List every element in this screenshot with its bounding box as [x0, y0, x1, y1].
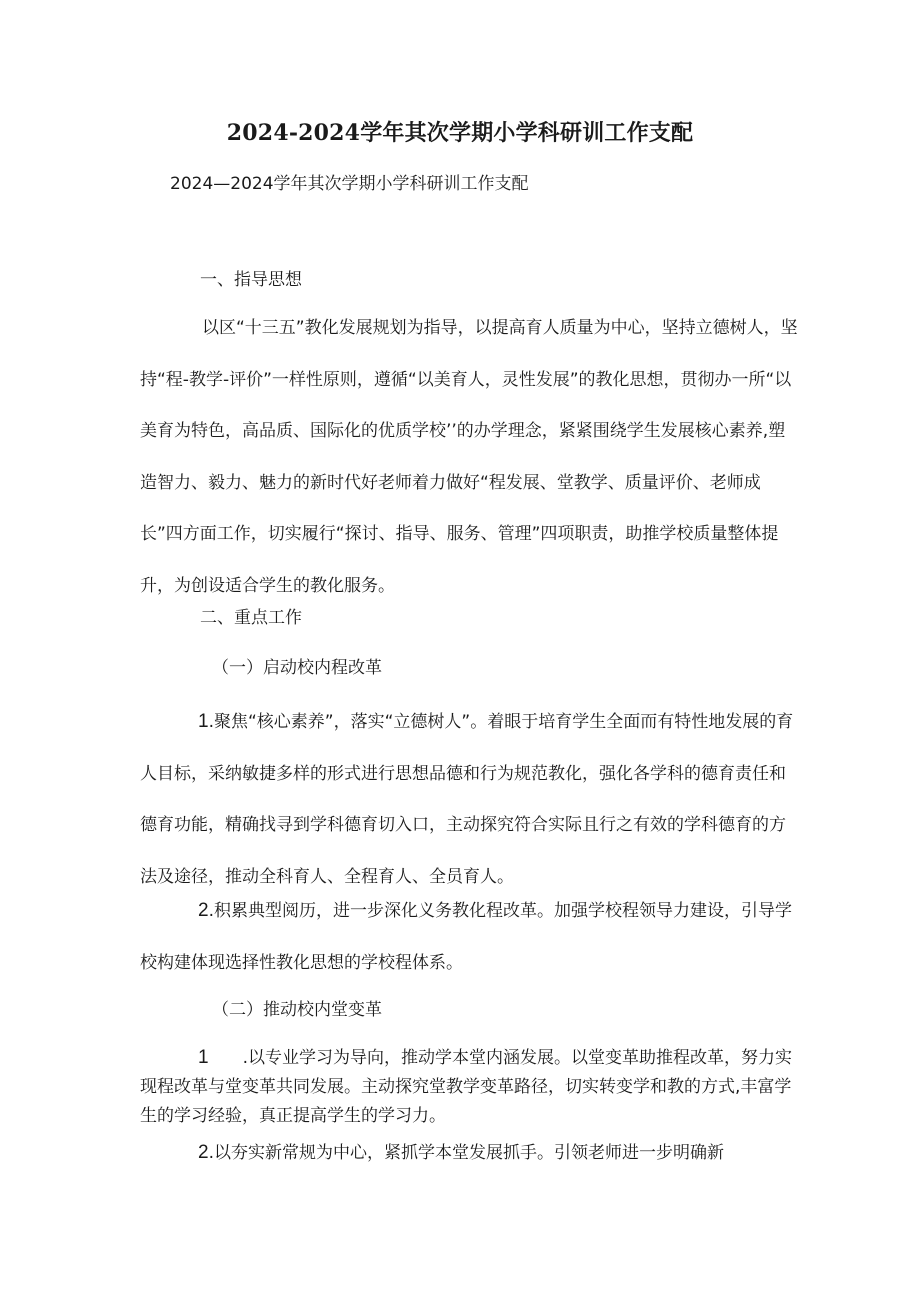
- subsection-heading-classroom-reform: （二）推动校内堂变革: [212, 1000, 382, 1020]
- list-item-number: 2: [198, 900, 209, 921]
- list-item-number: 1: [198, 1047, 209, 1068]
- list-item-number: 2: [198, 1142, 209, 1163]
- list-item-text: .以夯实新常规为中心，紧抓学本堂发展抓手。引领老师进一步明确新: [208, 1143, 724, 1163]
- list-item-text: .聚焦“核心素养”，落实“立德树人”。着眼于培育学生全面而有特性地发展的育人目标，采纳敏捷多样的形式进行思想品德和行为规范教化，强化各学科的德育责任和德育功能，精确找寻到学科德育切入口，主动探究符合实际且行之有效的学科德育的方法及途径，推动全科育人、全程育人、全员育人。: [140, 712, 794, 887]
- list-item-text: .积累典型阅历，进一步深化义务教化程改革。加强学校程领导力建设，引导学校构建体现选择性教化思想的学校程体系。: [140, 901, 792, 973]
- list-item-text: .以专业学习为导向，推动学本堂内涵发展。以堂变革助推程改革，努力实现程改革与堂变革共同发展。主动探究堂教学变革路径，切实转变学和教的方式,丰富学生的学习经验，真正提高学生的学习力。: [140, 1048, 792, 1126]
- subsection-heading-curriculum-reform: （一）启动校内程改革: [212, 658, 382, 678]
- paragraph-text: 以区“十三五”教化发展规划为指导，以提高育人质量为中心，坚持立德树人，坚持“程-教学-评价”一样性原则，遵循“以美育人，灵性发展”的教化思想，贯彻办一所“以美育为特色，高品质、国际化的优质学校’’的办学理念，紧紧围绕学生发展核心素养,塑造智力、毅力、魅力的新时代好老师着力做好“程发展、堂教学、质量评价、老师成长”四方面工作，切实履行“探讨、指导、服务、管理”四项职责，助推学校质量整体提升，为创设适合学生的教化服务。: [140, 318, 798, 596]
- document-title: 2024-2024学年其次学期小学科研训工作支配: [226, 120, 694, 146]
- document-subtitle: 2024—2024学年其次学期小学科研训工作支配: [170, 174, 529, 194]
- section-heading-key-work: 二、重点工作: [200, 608, 302, 628]
- paragraph-guiding-thought: [140, 303, 800, 612]
- list-item-professional-learning: [140, 1043, 800, 1131]
- list-item-number: 1: [198, 711, 209, 732]
- list-item-typical-experience: [140, 885, 800, 989]
- list-item-new-routine: [140, 1138, 800, 1168]
- section-heading-guiding-thought: 一、指导思想: [200, 270, 302, 290]
- list-item-core-literacy: [140, 696, 800, 903]
